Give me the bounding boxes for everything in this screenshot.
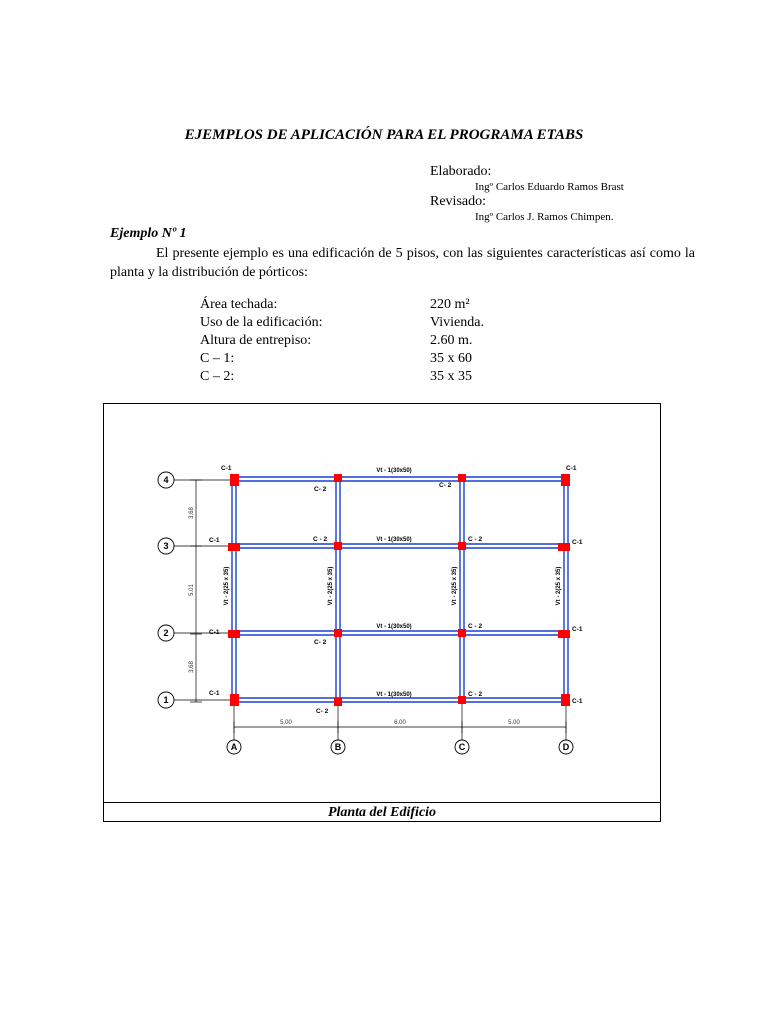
beam-label: Vt - 2(25 x 35) (224, 566, 230, 606)
axis-label-d: D (562, 742, 570, 752)
row-spacing: 3.68 (189, 507, 195, 519)
spec-value: 35 x 60 (430, 351, 472, 366)
axis-label-c: C (458, 742, 466, 752)
column-label: C-1 (572, 698, 583, 705)
column-label: C - 2 (468, 536, 483, 543)
spec-value: 2.60 m. (430, 333, 473, 348)
column-label: C- 2 (439, 482, 452, 489)
axis-label-a: A (230, 742, 238, 752)
col-spacing: 6.00 (394, 720, 406, 726)
spec-label: C – 1: (200, 351, 235, 366)
column-label: C- 2 (314, 639, 327, 646)
column-label: C-1 (209, 690, 220, 697)
intro-paragraph: El presente ejemplo es una edificación de 5 pisos, con las siguientes características así como la planta y la distribución de pórticos: (110, 246, 695, 280)
row-spacing: 3.68 (189, 661, 195, 673)
document-title: EJEMPLOS DE APLICACIÓN PARA EL PROGRAMA ETABS (184, 127, 584, 143)
column-label: C-1 (572, 539, 583, 546)
axis-label-4: 4 (163, 475, 169, 485)
spec-value: 220 m² (430, 297, 470, 312)
column-label: C- 2 (314, 486, 327, 493)
column-label: C - 2 (468, 691, 483, 698)
revisado-name: Ingº Carlos J. Ramos Chimpen. (475, 211, 614, 223)
elaborado-label: Elaborado: (430, 164, 492, 179)
col-spacing: 5.00 (508, 720, 520, 726)
row-spacing: 5.01 (189, 584, 195, 596)
beam-label: Vt - 2(25 x 35) (452, 566, 458, 606)
column-label: C-1 (221, 465, 232, 472)
spec-label: Área techada: (200, 297, 278, 312)
spec-label: Uso de la edificación: (200, 315, 323, 330)
column-label: C - 2 (468, 623, 483, 630)
column-label: C-1 (566, 465, 577, 472)
beam-label: Vt - 1(30x50) (376, 537, 412, 543)
axis-label-1: 1 (163, 695, 169, 705)
beam-label: Vt - 2(25 x 35) (556, 566, 562, 606)
figure-caption: Planta del Edificio (103, 802, 661, 822)
column-label: C- 2 (316, 708, 329, 715)
beam-label: Vt - 1(30x50) (376, 624, 412, 630)
spec-value: Vivienda. (430, 315, 484, 330)
building-plan (104, 404, 659, 802)
spec-value: 35 x 35 (430, 369, 472, 384)
column-label: C - 2 (313, 536, 328, 543)
spec-label: Altura de entrepiso: (200, 333, 312, 348)
col-spacing: 5.00 (280, 720, 292, 726)
beam-label: Vt - 1(30x50) (376, 468, 412, 474)
column-label: C-1 (572, 626, 583, 633)
beam-label: Vt - 1(30x50) (376, 692, 412, 698)
axis-label-2: 2 (163, 628, 169, 638)
revisado-label: Revisado: (430, 194, 486, 209)
spec-label: C – 2: (200, 369, 235, 384)
axis-label-3: 3 (163, 541, 169, 551)
column-label: C-1 (209, 629, 220, 636)
column-label: C-1 (209, 537, 220, 544)
example-heading: Ejemplo Nº 1 (110, 226, 187, 241)
beam-label: Vt - 2(25 x 35) (328, 566, 334, 606)
elaborado-name: Ingº Carlos Eduardo Ramos Brast (475, 181, 624, 193)
axis-label-b: B (334, 742, 342, 752)
figure-frame (103, 403, 661, 822)
